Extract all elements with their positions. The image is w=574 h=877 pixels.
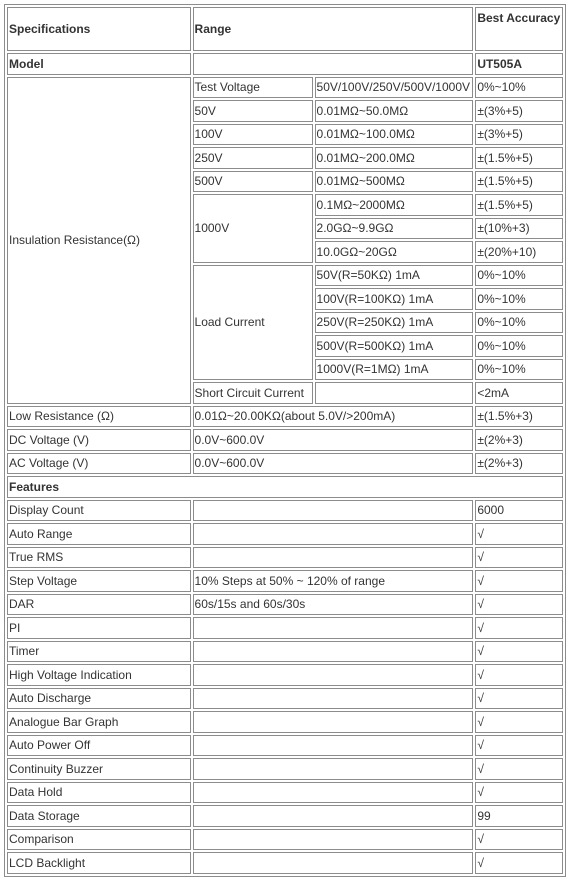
measurement-accuracy: ±(2%+3) — [475, 453, 563, 475]
feature-value: √ — [475, 641, 563, 663]
feature-row — [7, 829, 563, 851]
feature-range — [193, 852, 474, 874]
insulation-accuracy: ±(1.5%+5) — [475, 171, 563, 193]
insulation-accuracy: ±(3%+5) — [475, 100, 563, 122]
feature-row — [7, 758, 563, 780]
ac-voltage-row — [7, 453, 563, 475]
header-specifications: Specifications — [7, 7, 191, 51]
measurement-range: 0.0V~600.0V — [193, 453, 474, 475]
load-current-accuracy: 0%~10% — [475, 265, 563, 287]
feature-range — [193, 805, 474, 827]
measurement-label: AC Voltage (V) — [7, 453, 191, 475]
feature-range — [193, 735, 474, 757]
feature-name: Step Voltage — [7, 570, 191, 592]
feature-value: √ — [475, 570, 563, 592]
feature-range: 60s/15s and 60s/30s — [193, 594, 474, 616]
feature-value: √ — [475, 664, 563, 686]
feature-name: Auto Power Off — [7, 735, 191, 757]
test-voltage-range: 50V/100V/250V/500V/1000V — [315, 77, 474, 99]
feature-range — [193, 688, 474, 710]
feature-value: √ — [475, 829, 563, 851]
load-current-range: 50V(R=50KΩ) 1mA — [315, 265, 474, 287]
feature-row — [7, 523, 563, 545]
feature-range — [193, 523, 474, 545]
dc-voltage-row — [7, 429, 563, 451]
feature-range — [193, 758, 474, 780]
insulation-range: 0.01MΩ~200.0MΩ — [315, 147, 474, 169]
insulation-range: 0.01MΩ~100.0MΩ — [315, 124, 474, 146]
feature-row — [7, 852, 563, 874]
feature-name: Continuity Buzzer — [7, 758, 191, 780]
feature-name: PI — [7, 617, 191, 639]
feature-range — [193, 782, 474, 804]
header-range: Range — [193, 7, 474, 51]
feature-name: LCD Backlight — [7, 852, 191, 874]
insulation-range: 0.01MΩ~50.0MΩ — [315, 100, 474, 122]
feature-name: Analogue Bar Graph — [7, 711, 191, 733]
short-circuit-label: Short Circuit Current — [193, 382, 313, 404]
model-label: Model — [7, 53, 191, 75]
feature-value: √ — [475, 547, 563, 569]
feature-name: Auto Discharge — [7, 688, 191, 710]
insulation-range: 0.01MΩ~500MΩ — [315, 171, 474, 193]
feature-value: √ — [475, 688, 563, 710]
insulation-1000v-range: 10.0GΩ~20GΩ — [315, 241, 474, 263]
load-current-label: Load Current — [193, 265, 313, 381]
feature-name: Auto Range — [7, 523, 191, 545]
header-best-accuracy: Best Accuracy — [475, 7, 563, 51]
model-range-cell — [193, 53, 474, 75]
feature-row — [7, 641, 563, 663]
measurement-label: Low Resistance (Ω) — [7, 406, 191, 428]
feature-name: True RMS — [7, 547, 191, 569]
insulation-voltage: 100V — [193, 124, 313, 146]
feature-range — [193, 547, 474, 569]
low-resistance-row — [7, 406, 563, 428]
feature-value: √ — [475, 758, 563, 780]
features-heading: Features — [7, 476, 563, 498]
feature-row — [7, 500, 563, 522]
feature-value: √ — [475, 782, 563, 804]
feature-row — [7, 782, 563, 804]
feature-row — [7, 688, 563, 710]
insulation-accuracy: ±(1.5%+5) — [475, 147, 563, 169]
feature-value: √ — [475, 711, 563, 733]
feature-name: High Voltage Indication — [7, 664, 191, 686]
test-voltage-label: Test Voltage — [193, 77, 313, 99]
feature-row — [7, 570, 563, 592]
feature-row — [7, 735, 563, 757]
feature-row — [7, 664, 563, 686]
feature-value: √ — [475, 523, 563, 545]
feature-range: 10% Steps at 50% ~ 120% of range — [193, 570, 474, 592]
feature-name: Timer — [7, 641, 191, 663]
measurement-range: 0.0V~600.0V — [193, 429, 474, 451]
feature-range — [193, 617, 474, 639]
feature-value: 6000 — [475, 500, 563, 522]
measurement-label: DC Voltage (V) — [7, 429, 191, 451]
insulation-resistance-label: Insulation Resistance(Ω) — [7, 77, 191, 404]
feature-value: √ — [475, 852, 563, 874]
feature-name: Data Hold — [7, 782, 191, 804]
measurement-accuracy: ±(2%+3) — [475, 429, 563, 451]
load-current-range: 1000V(R=1MΩ) 1mA — [315, 359, 474, 381]
feature-range — [193, 711, 474, 733]
load-current-accuracy: 0%~10% — [475, 288, 563, 310]
feature-range — [193, 500, 474, 522]
feature-value: √ — [475, 617, 563, 639]
model-row — [7, 53, 563, 75]
measurement-range: 0.01Ω~20.00KΩ(about 5.0V/>200mA) — [193, 406, 474, 428]
insulation-1000v-range: 2.0GΩ~9.9GΩ — [315, 218, 474, 240]
load-current-range: 250V(R=250KΩ) 1mA — [315, 312, 474, 334]
insulation-1000v-range: 0.1MΩ~2000MΩ — [315, 194, 474, 216]
insulation-1000v-accuracy: ±(10%+3) — [475, 218, 563, 240]
load-current-accuracy: 0%~10% — [475, 312, 563, 334]
feature-row — [7, 547, 563, 569]
feature-value: √ — [475, 594, 563, 616]
short-circuit-range — [315, 382, 474, 404]
load-current-range: 500V(R=500KΩ) 1mA — [315, 335, 474, 357]
feature-range — [193, 829, 474, 851]
feature-name: DAR — [7, 594, 191, 616]
specifications-table — [4, 4, 566, 877]
feature-name: Data Storage — [7, 805, 191, 827]
insulation-test-voltage-row — [7, 77, 563, 99]
specifications-table-body — [7, 7, 563, 874]
feature-range — [193, 641, 474, 663]
insulation-1000v-label: 1000V — [193, 194, 313, 263]
insulation-voltage: 250V — [193, 147, 313, 169]
insulation-accuracy: ±(3%+5) — [475, 124, 563, 146]
load-current-accuracy: 0%~10% — [475, 335, 563, 357]
insulation-voltage: 500V — [193, 171, 313, 193]
features-heading-row — [7, 476, 563, 498]
measurement-accuracy: ±(1.5%+3) — [475, 406, 563, 428]
feature-row — [7, 617, 563, 639]
header-row — [7, 7, 563, 51]
feature-row — [7, 711, 563, 733]
feature-row — [7, 805, 563, 827]
insulation-1000v-accuracy: ±(20%+10) — [475, 241, 563, 263]
insulation-1000v-accuracy: ±(1.5%+5) — [475, 194, 563, 216]
feature-name: Comparison — [7, 829, 191, 851]
test-voltage-accuracy: 0%~10% — [475, 77, 563, 99]
feature-value: 99 — [475, 805, 563, 827]
feature-name: Display Count — [7, 500, 191, 522]
load-current-accuracy: 0%~10% — [475, 359, 563, 381]
model-value: UT505A — [475, 53, 563, 75]
feature-value: √ — [475, 735, 563, 757]
feature-range — [193, 664, 474, 686]
insulation-voltage: 50V — [193, 100, 313, 122]
load-current-range: 100V(R=100KΩ) 1mA — [315, 288, 474, 310]
feature-row — [7, 594, 563, 616]
short-circuit-accuracy: <2mA — [475, 382, 563, 404]
